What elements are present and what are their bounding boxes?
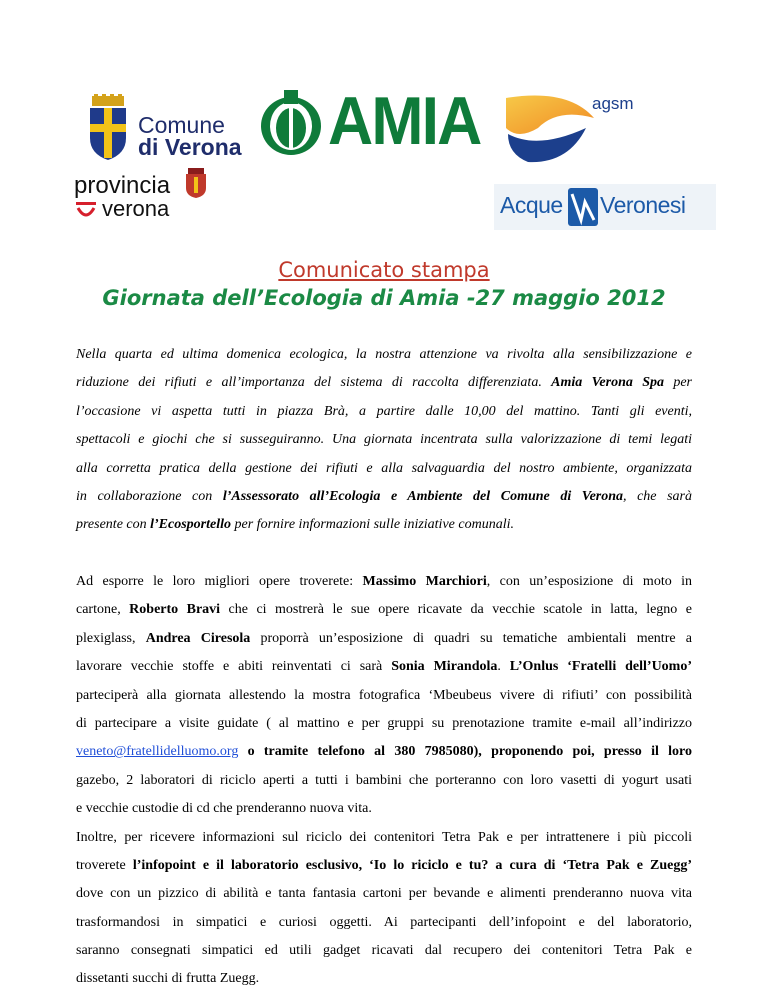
text-line: [76, 824, 692, 852]
bold-text: Massimo Marchiori: [362, 574, 487, 589]
comune-line2: di Verona: [138, 134, 242, 160]
text-line: [76, 341, 692, 369]
bold-text: Roberto Bravi: [129, 602, 221, 618]
text-line: [76, 738, 692, 766]
acque-wave-icon: [568, 188, 598, 226]
text-line: [76, 852, 692, 880]
text-line: [76, 965, 692, 993]
bold-text: o tramite telefono al 380 7985080), proponendo poi, presso il loro: [238, 744, 692, 760]
text-line: [76, 369, 692, 397]
details-paragraph: [76, 568, 692, 994]
bold-text: L’Onlus ‘Fratelli dell’Uomo’: [509, 659, 693, 675]
bold-text: l’Assessorato all’Ecologia e Ambiente del Comune di Verona: [222, 488, 624, 504]
text: , con un’esposizione di moto in: [486, 574, 692, 589]
text-line: [76, 767, 692, 795]
bold-text: Sonia Mirandola: [391, 659, 498, 675]
text: lavorare vecchie stoffe e abiti reinventati ci sarà: [76, 659, 392, 675]
bold-text: Andrea Ciresola: [145, 630, 251, 646]
text: di partecipare a visite guidate ( al mattino e per gruppi su prenotazione tramite e-mail all’indirizzo: [76, 715, 692, 731]
provincia-line2: verona: [102, 196, 170, 221]
text-line: [76, 483, 692, 511]
text-line: [76, 455, 692, 483]
text: e vecchie custodie di cd che prenderanno nuova vita.: [76, 801, 372, 817]
amia-logo: [258, 83, 483, 159]
intro-paragraph: [76, 341, 692, 540]
bold-text: l’Ecosportello: [150, 517, 232, 533]
veronesi-word: Veronesi: [600, 192, 686, 218]
text-line: [76, 596, 692, 624]
text: gazebo, 2 laboratori di riciclo aperti a tutti i bambini che porteranno con loro vasetti di yogurt usati: [76, 772, 692, 788]
event-subtitle: Giornata dell’Ecologia di Amia -27 maggio 2012: [102, 286, 666, 310]
text-line: [76, 909, 692, 937]
bold-text: l’infopoint e il laboratorio esclusivo, ‘Io lo riciclo e tu? a cura di ‘Tetra Pak e Zuegg’: [132, 857, 692, 873]
text: Inoltre, per ricevere informazioni sul riciclo dei contenitori Tetra Pak e per intrattenere i più piccoli: [76, 829, 692, 845]
text: saranno consegnati simpatici ed utili gadget ricavati dal recupero dei contenitori Tetra Pak e: [76, 943, 692, 959]
agsm-logo: [498, 88, 648, 168]
text-line: [76, 398, 692, 426]
text-line: [76, 568, 692, 596]
bold-text: Amia Verona Spa: [551, 375, 664, 391]
text: proporrà un’esposizione di quadri su tematiche ambientali mentre a: [250, 630, 692, 646]
text: riduzione dei rifiuti e all’importanza del sistema di raccolta differenziata.: [76, 375, 552, 391]
text: dissetanti succhi di frutta Zuegg.: [76, 971, 260, 987]
text: cartone,: [76, 602, 130, 618]
text-line: [76, 653, 692, 681]
text: in collaborazione con: [76, 488, 223, 504]
text-line: [76, 710, 692, 738]
text: Ad esporre le loro migliori opere troverete:: [76, 574, 363, 589]
acque-veronesi-logo: [494, 184, 716, 230]
provincia-line1: provincia: [74, 172, 171, 199]
text-line: [76, 682, 692, 710]
text-line: [76, 511, 692, 539]
amia-wordmark: AMIA: [328, 83, 481, 159]
text: per: [664, 375, 693, 391]
text: , che sarà: [623, 488, 692, 504]
text: parteciperà alla giornata allestendo la mostra fotografica ‘Mbeubeus vivere di rifiuti’ con possibilità: [76, 687, 692, 703]
provincia-verona-logo: [74, 168, 224, 222]
text: plexiglass,: [76, 630, 146, 646]
text: trasformandosi in simpatici e curiosi oggetti. Ai partecipanti dell’infopoint e del laboratorio,: [76, 914, 692, 930]
text: l’occasione vi aspetta tutti in piazza Brà, a partire dalle 10,00 del mattino. Tanti gli eventi,: [76, 403, 692, 419]
press-release-title: Comunicato stampa: [278, 258, 490, 282]
provincia-v-mark-icon: [74, 200, 98, 220]
text: .: [497, 659, 510, 675]
text: presente con: [76, 517, 151, 533]
text: che ci mostrerà le sue opere ricavate da vecchie scatole in latta, legno e: [220, 602, 692, 618]
agsm-wordmark: agsm: [592, 94, 634, 113]
provincia-crest-icon: [184, 168, 208, 198]
text: spettacoli e giochi che si susseguiranno. Una giornata incentrata sulla valorizzazione di temi legati: [76, 432, 692, 448]
email-link[interactable]: veneto@fratellidelluomo.org: [76, 744, 239, 760]
text: alla corretta pratica della gestione dei rifiuti e alla salvaguardia del nostro ambiente, organizzata: [76, 460, 692, 476]
agsm-sun-hand-icon: [498, 88, 598, 168]
text-line: [76, 625, 692, 653]
text-line: [76, 795, 692, 823]
text: Nella quarta ed ultima domenica ecologica, la nostra attenzione va rivolta alla sensibilizzazione e: [76, 347, 692, 362]
verona-coat-of-arms-icon: [86, 94, 130, 160]
text: troverete: [76, 857, 133, 873]
text-line: [76, 880, 692, 908]
acque-word: Acque: [500, 192, 563, 218]
text: per fornire informazioni sulle iniziative comunali.: [231, 517, 514, 533]
comune-line1: Comune: [138, 112, 225, 138]
text: dove con un pizzico di abilità e tanta fantasia cartoni per bevande e alimenti prenderanno nuova vita: [76, 886, 692, 902]
amia-emblem-icon: [258, 88, 324, 156]
text-line: [76, 426, 692, 454]
text-line: [76, 937, 692, 965]
comune-di-verona-logo: [86, 94, 256, 164]
